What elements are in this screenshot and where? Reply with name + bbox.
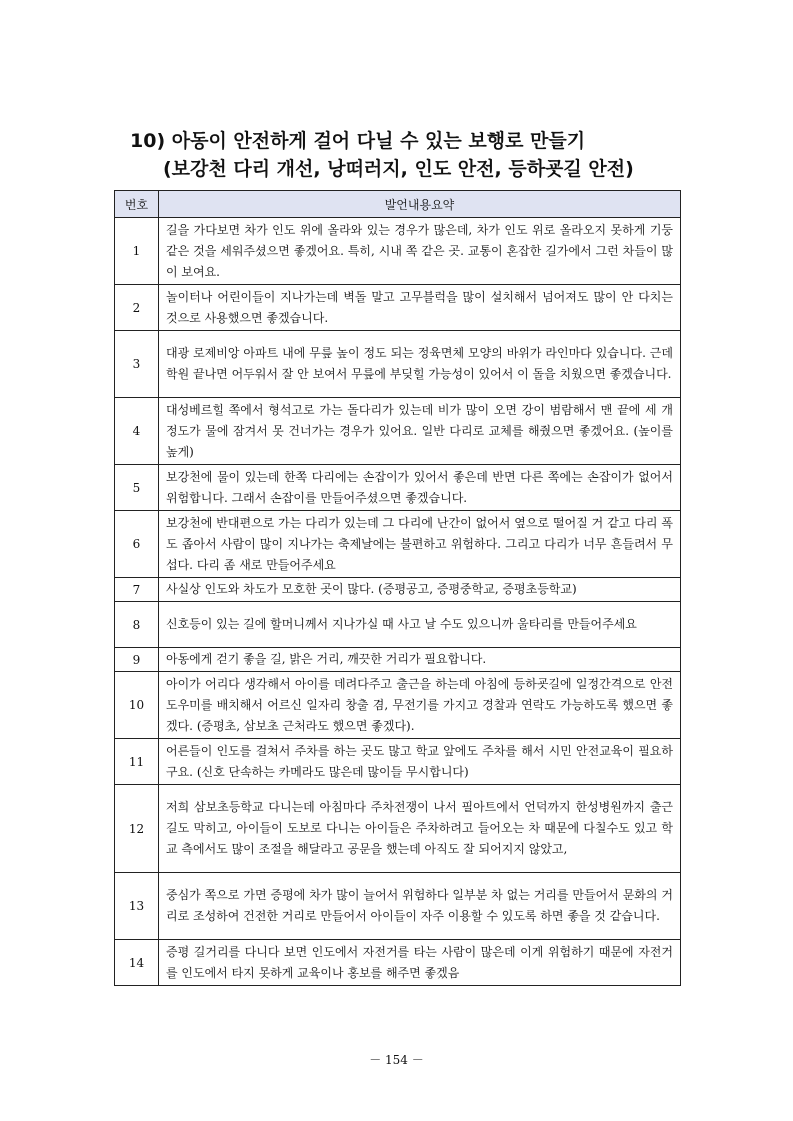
- row-text: 증평 길거리를 다니다 보면 인도에서 자전거를 타는 사람이 많은데 이게 위험하기 때문에 자전거를 인도에서 타지 못하게 교육이나 홍보를 해주면 좋겠음: [159, 940, 681, 986]
- row-text: 신호등이 있는 길에 할머니께서 지나가실 때 사고 날 수도 있으니까 울타리를 만들어주세요: [159, 602, 681, 648]
- row-text: 저희 삼보초등학교 다니는데 아침마다 주차전쟁이 나서 필아트에서 언덕까지 한성병원까지 출근길도 막히고, 아이들이 도보로 다니는 아이들은 주차하려고 들어오는 차 때문에 다칠수도 있고 학교 측에서도 많이 조절을 해달라고 공문을 했는데 아직도 잘 되어지지 않았고,: [159, 785, 681, 873]
- table-row: [115, 739, 681, 785]
- row-number: 14: [115, 940, 159, 986]
- row-number: 6: [115, 511, 159, 578]
- header-number: 번호: [115, 191, 159, 218]
- row-text: 대성베르힐 쪽에서 형석고로 가는 돌다리가 있는데 비가 많이 오면 강이 범람해서 맨 끝에 세 개 정도가 물에 잠겨서 못 건너가는 경우가 있어요. 일반 다리로 교체를 해줬으면 좋겠어요. (높이를 높게): [159, 398, 681, 465]
- table-row: [115, 285, 681, 331]
- table-row: [115, 465, 681, 511]
- table-row: [115, 672, 681, 739]
- row-text: 어른들이 인도를 걸쳐서 주차를 하는 곳도 많고 학교 앞에도 주차를 해서 시민 안전교육이 필요하구요. (신호 단속하는 카메라도 많은데 많이들 무시합니다): [159, 739, 681, 785]
- row-number: 8: [115, 602, 159, 648]
- title-line-1: 10) 아동이 안전하게 걸어 다닐 수 있는 보행로 만들기: [130, 130, 586, 152]
- row-text: 보강천에 반대편으로 가는 다리가 있는데 그 다리에 난간이 없어서 옆으로 떨어질 거 같고 다리 폭도 좁아서 사람이 많이 지나가는 축제날에는 불편하고 위험하다. 그리고 다리가 너무 흔들려서 무섭다. 다리 좀 새로 만들어주세요: [159, 511, 681, 578]
- row-text: 중심가 쪽으로 가면 증평에 차가 많이 늘어서 위험하다 일부분 차 없는 거리를 만들어서 문화의 거리로 조성하여 건전한 거리로 만들어서 아이들이 자주 이용할 수 있도록 하면 좋을 것 같습니다.: [159, 873, 681, 940]
- table-row: [115, 785, 681, 873]
- row-number: 11: [115, 739, 159, 785]
- table-row: [115, 511, 681, 578]
- table-row: [115, 578, 681, 602]
- row-number: 4: [115, 398, 159, 465]
- row-number: 1: [115, 218, 159, 285]
- row-text: 대광 로제비앙 아파트 내에 무릎 높이 정도 되는 정육면체 모양의 바위가 라인마다 있습니다. 근데 학원 끝나면 어두워서 잘 안 보여서 무릎에 부딪힐 가능성이 있어서 이 돌을 치웠으면 좋겠습니다.: [159, 331, 681, 398]
- page-number: － 154 －: [369, 1053, 424, 1067]
- table-row: [115, 940, 681, 986]
- row-text: 아동에게 걷기 좋을 길, 밝은 거리, 깨끗한 거리가 필요합니다.: [159, 648, 681, 672]
- row-text: 놀이터나 어린이들이 지나가는데 벽돌 말고 고무블럭을 많이 설치해서 넘어져도 많이 안 다치는 것으로 사용했으면 좋겠습니다.: [159, 285, 681, 331]
- title-line-2: (보강천 다리 개선, 낭떠러지, 인도 안전, 등하굣길 안전): [163, 158, 634, 180]
- page-title: [130, 127, 634, 183]
- row-number: 2: [115, 285, 159, 331]
- table-row: [115, 873, 681, 940]
- table-row: [115, 398, 681, 465]
- opinion-table: [114, 190, 681, 986]
- table-row: [115, 218, 681, 285]
- row-text: 길을 가다보면 차가 인도 위에 올라와 있는 경우가 많은데, 차가 인도 위로 올라오지 못하게 기둥 같은 것을 세워주셨으면 좋겠어요. 특히, 시내 쪽 같은 곳. 교통이 혼잡한 길가에서 그런 차들이 많이 보여요.: [159, 218, 681, 285]
- row-number: 7: [115, 578, 159, 602]
- table-row: [115, 331, 681, 398]
- table-row: [115, 602, 681, 648]
- row-number: 3: [115, 331, 159, 398]
- row-text: 사실상 인도와 차도가 모호한 곳이 많다. (증평공고, 증평중학교, 증평초등학교): [159, 578, 681, 602]
- row-text: 아이가 어리다 생각해서 아이를 데려다주고 출근을 하는데 아침에 등하굣길에 일정간격으로 안전 도우미를 배치해서 어르신 일자리 창출 겸, 무전기를 가지고 경찰과 연락도 가능하도록 했으면 좋겠다. (증평초, 삼보초 근처라도 했으면 좋겠다).: [159, 672, 681, 739]
- table-row: [115, 648, 681, 672]
- row-number: 13: [115, 873, 159, 940]
- header-summary: 발언내용요약: [159, 191, 681, 218]
- row-number: 5: [115, 465, 159, 511]
- row-number: 10: [115, 672, 159, 739]
- row-text: 보강천에 물이 있는데 한쪽 다리에는 손잡이가 있어서 좋은데 반면 다른 쪽에는 손잡이가 없어서 위험합니다. 그래서 손잡이를 만들어주셨으면 좋겠습니다.: [159, 465, 681, 511]
- row-number: 12: [115, 785, 159, 873]
- table-header-row: [115, 191, 681, 218]
- row-number: 9: [115, 648, 159, 672]
